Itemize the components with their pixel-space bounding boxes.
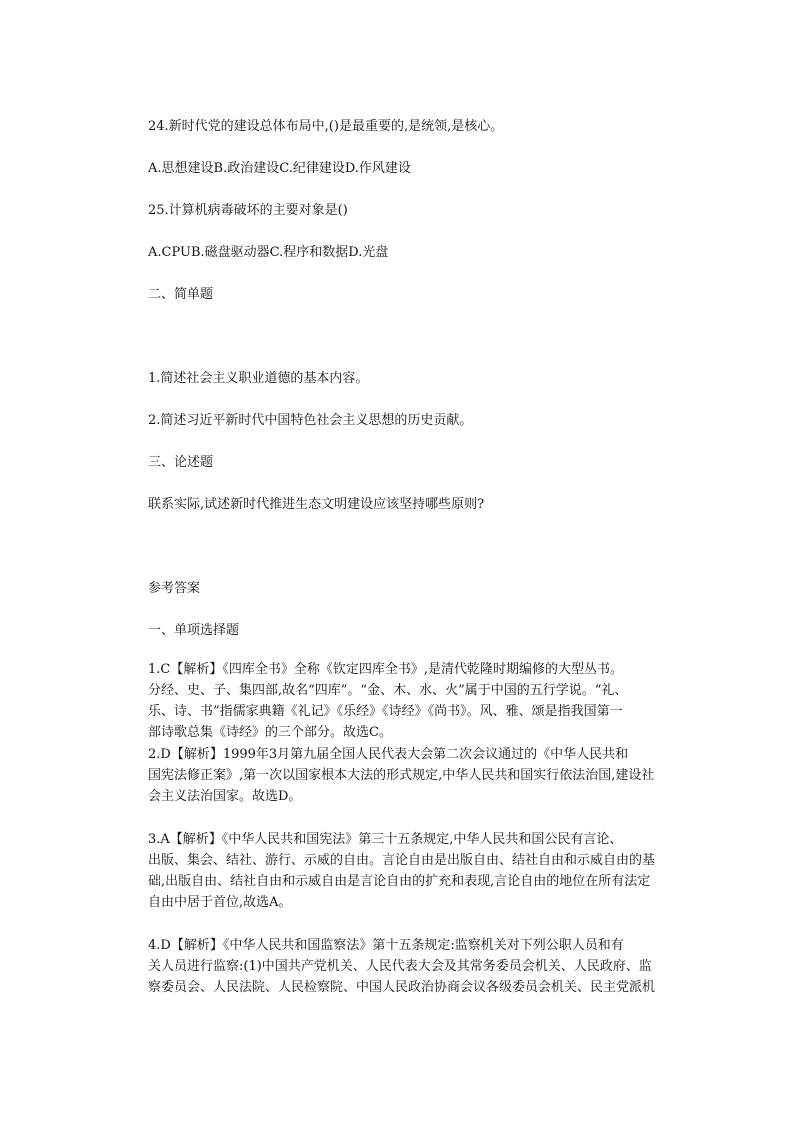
answer-3	[148, 829, 668, 913]
answers-section-1-title: 一、单项选择题	[148, 623, 240, 638]
answer-3-line: 自由中居于首位,故选A。	[148, 895, 292, 910]
answer-4-line: 关人员进行监察:(1)中国共产党机关、人民代表大会及其常务委员会机关、人民政府、监	[148, 959, 652, 974]
question-24: 24.新时代党的建设总体布局中,()是最重要的,是统领,是核心。	[148, 119, 504, 134]
answer-4-line: 4.D【解析】《中华人民共和国监察法》第十五条规定:监察机关对下列公职人员和有	[148, 938, 624, 953]
question-25-options: A.CPUB.磁盘驱动器C.程序和数据D.光盘	[148, 245, 389, 260]
answer-1-line: 1.C【解析】《四库全书》全称《钦定四库全书》,是清代乾隆时期编修的大型丛书。	[148, 662, 623, 677]
answer-2-line: 国宪法修正案》,第一次以国家根本大法的形式规定,中华人民共和国实行依法治国,建设社	[148, 768, 655, 783]
answer-2-line: 2.D【解析】1999年3月第九届全国人民代表大会第二次会议通过的《中华人民共和	[148, 747, 629, 762]
answer-2	[148, 744, 668, 807]
answer-1	[148, 659, 668, 743]
answer-1-line: 部诗歌总集《诗经》的三个部分。故选C。	[148, 725, 392, 740]
essay-question: 联系实际,试述新时代推进生态文明建设应该坚持哪些原则?	[148, 497, 485, 512]
section-3-title: 三、论述题	[148, 455, 214, 470]
answer-1-line: 分经、史、子、集四部,故名“四库”。“金、木、水、火”属于中国的五行学说。“礼、	[148, 683, 628, 698]
answer-2-line: 会主义法治国家。故选D。	[148, 789, 302, 804]
answer-4-line: 察委员会、人民法院、人民检察院、中国人民政治协商会议各级委员会机关、民主党派机	[148, 980, 656, 995]
short-question-2: 2.简述习近平新时代中国特色社会主义思想的历史贡献。	[148, 413, 473, 428]
answer-3-line: 3.A【解析】《中华人民共和国宪法》第三十五条规定,中华人民共和国公民有言论、	[148, 832, 623, 847]
answer-1-line: 乐、诗、书”指儒家典籍《礼记》《乐经》《诗经》《尚书》。风、雅、颂是指我国第一	[148, 704, 623, 719]
answers-title: 参考答案	[148, 581, 201, 596]
question-25: 25.计算机病毒破坏的主要对象是()	[148, 203, 348, 218]
answer-3-line: 出版、集会、结社、游行、示威的自由。言论自由是出版自由、结社自由和示威自由的基	[148, 853, 656, 868]
answer-4	[148, 935, 668, 998]
short-question-1: 1.简述社会主义职业道德的基本内容。	[148, 371, 369, 386]
answer-3-line: 础,出版自由、结社自由和示威自由是言论自由的扩充和表现,言论自由的地位在所有法定	[148, 874, 651, 889]
section-2-title: 二、简单题	[148, 287, 214, 302]
question-24-options: A.思想建设B.政治建设C.纪律建设D.作风建设	[148, 161, 411, 176]
